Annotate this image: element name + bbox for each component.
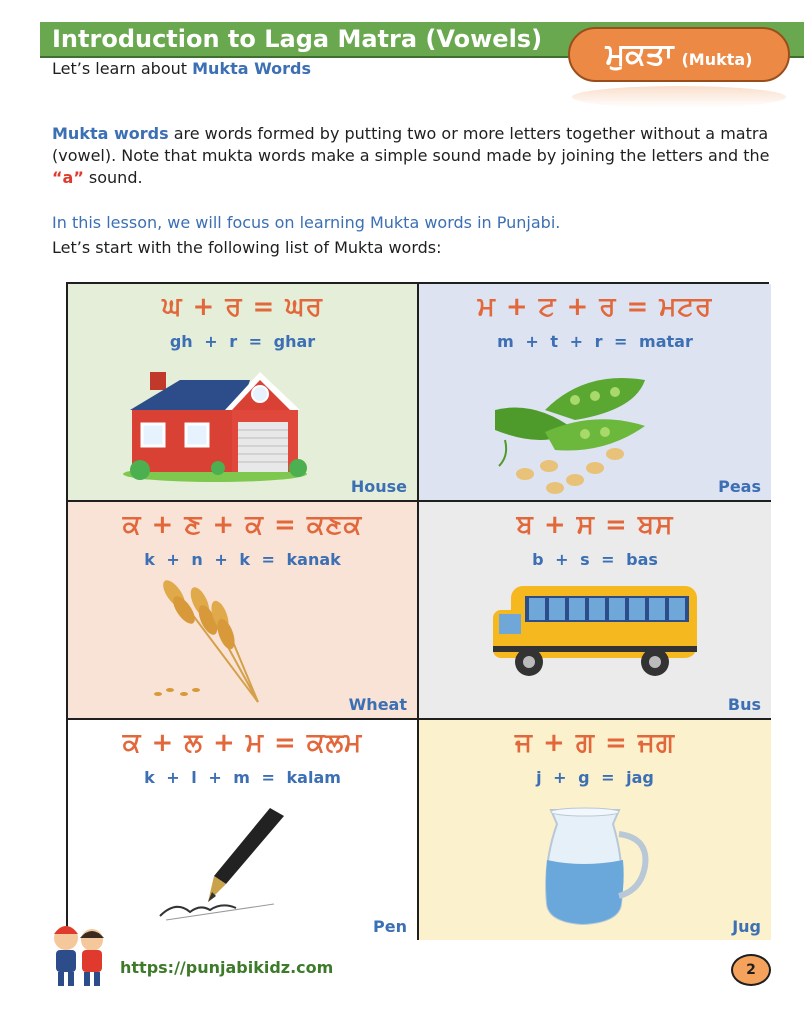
wheat-illustration [148,572,278,712]
word-roman: gh + r = ghar [169,332,316,351]
word-formula: ਜ + ਗ = ਜਗ [515,728,675,758]
badge-gurmukhi: ਮੁਕਤਾ [605,37,674,72]
word-label: House [350,477,407,496]
page-number: 2 [731,954,771,986]
subtitle-prefix: Let’s learn about [52,59,193,78]
subtitle-highlight: Mukta Words [192,59,312,78]
word-card-jug [419,720,771,940]
word-formula: ਕ + ਲ + ਮ = ਕਲਮ [122,728,363,758]
mukta-badge [568,27,790,82]
word-roman: j + g = jag [536,768,654,787]
word-card-house [68,284,419,502]
intro-sound: “a” [52,168,84,187]
word-label: Pen [373,917,407,936]
focus-line: In this lesson, we will focus on learning Mukta words in Punjabi. [52,213,561,232]
word-card-peas [419,284,771,502]
word-formula: ਮ + ਟ + ਰ = ਮਟਰ [477,292,713,322]
start-line: Let’s start with the following list of Mukta words: [52,238,442,257]
word-card-wheat [68,502,419,720]
word-label: Wheat [348,695,407,714]
peas-illustration [485,370,655,498]
page-subtitle [52,59,311,78]
word-roman: k + l + m = kalam [144,768,341,787]
word-label: Jug [732,917,761,936]
word-roman: m + t + r = matar [497,332,693,351]
word-formula: ਘ + ਰ = ਘਰ [162,292,323,322]
house-illustration [120,370,310,482]
bus-illustration [489,582,705,682]
word-grid [66,282,769,938]
word-roman: b + s = bas [532,550,658,569]
word-label: Peas [718,477,761,496]
page-title: Introduction to Laga Matra (Vowels) [52,25,543,53]
word-formula: ਬ + ਸ = ਬਸ [516,510,674,540]
intro-text-1: are words formed by putting two or more letters together without a matra (vowel). Note that mukta words make a simple sound made by joining the letters and the [52,124,770,165]
footer-url[interactable]: https://punjabikidz.com [120,958,334,977]
word-label: Bus [727,695,761,714]
jug-illustration [533,804,653,928]
pen-illustration [156,804,306,924]
word-card-pen [68,720,419,940]
intro-term: Mukta words [52,124,169,143]
badge-roman: (Mukta) [681,50,753,69]
word-formula: ਕ + ਣ + ਕ = ਕਣਕ [122,510,363,540]
badge-shadow [572,86,786,108]
kids-mascot-illustration [44,918,114,988]
intro-paragraph [52,123,792,189]
intro-text-2: sound. [83,168,143,187]
word-card-bus [419,502,771,720]
word-roman: k + n + k = kanak [144,550,341,569]
